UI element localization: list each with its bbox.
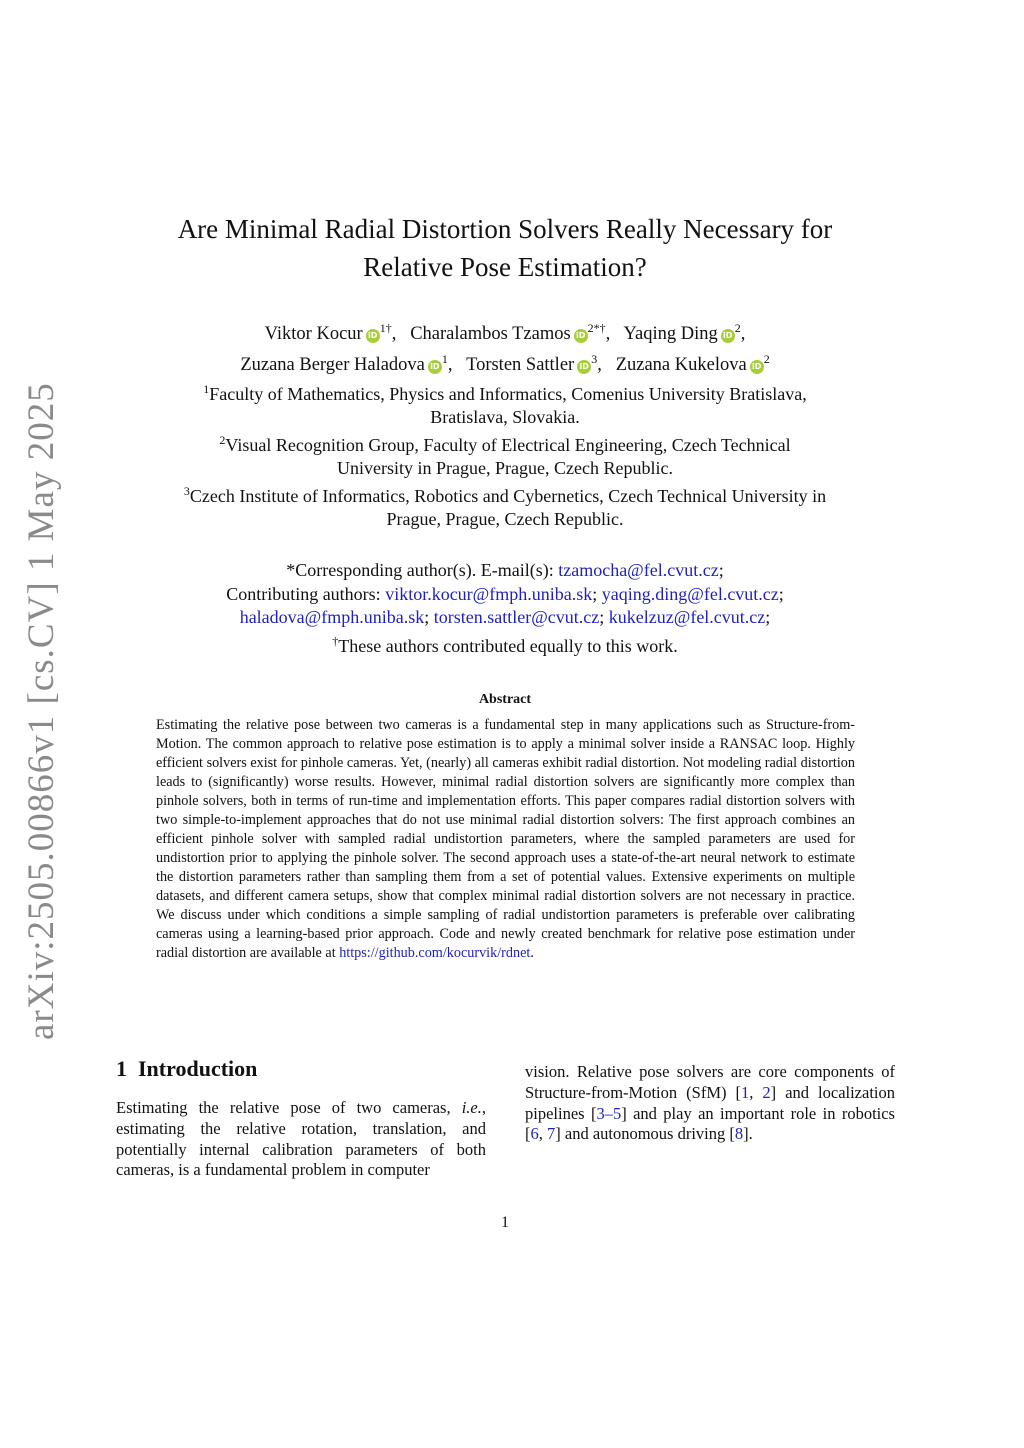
section-heading <box>116 1056 257 1082</box>
affiliation-number: 2 <box>219 433 226 447</box>
contributing-line: Contributing authors: viktor.kocur@fmph.uniba.sk; yaqing.ding@fel.cvut.cz; <box>226 583 784 604</box>
citation-link[interactable]: 1 <box>741 1082 750 1102</box>
citation-link[interactable]: 2 <box>762 1082 771 1102</box>
email-link[interactable]: viktor.kocur@fmph.uniba.sk <box>385 583 593 604</box>
affiliation-number: 1 <box>203 382 210 396</box>
citation-link[interactable]: 6 <box>530 1124 539 1144</box>
intro-text: ] and autonomous driving [ <box>555 1124 735 1144</box>
abstract-body <box>156 716 855 963</box>
corresponding-line: *Corresponding author(s). E-mail(s): tzamocha@fel.cvut.cz; <box>286 560 724 580</box>
citation-link[interactable]: 8 <box>734 1124 744 1144</box>
intro-text: ] and play an important role in robotics [ <box>525 1103 895 1144</box>
author-mark: 1 <box>441 352 448 367</box>
title-line-1: Are Minimal Radial Distortion Solvers Really Necessary for <box>177 214 833 244</box>
affiliation-text: University in Prague, Prague, Czech Republic. <box>337 458 673 478</box>
contact-block <box>120 559 890 658</box>
intro-left-column <box>116 1098 486 1181</box>
code-link[interactable]: https://github.com/kocurvik/rdnet <box>339 945 531 961</box>
intro-text: ] and localization pipelines [ <box>525 1082 895 1123</box>
citation-link[interactable]: 7 <box>547 1124 556 1144</box>
orcid-icon[interactable]: iD <box>574 329 588 343</box>
orcid-icon[interactable]: iD <box>428 360 442 374</box>
author-mark: 2 <box>734 321 741 335</box>
affiliation-number: 3 <box>183 484 190 498</box>
author-name: Viktor Kocur <box>264 324 363 345</box>
intro-text: , <box>538 1124 547 1144</box>
affiliation-text: Prague, Prague, Czech Republic. <box>386 509 624 529</box>
abstract-end: . <box>530 945 534 961</box>
arxiv-stamp: arXiv:2505.00866v1 [cs.CV] 1 May 2025 <box>21 382 62 1040</box>
affiliation-2 <box>120 429 890 480</box>
abstract-heading: Abstract <box>478 692 532 707</box>
intro-text: , <box>749 1082 763 1102</box>
author-name: Yaqing Ding <box>623 324 718 345</box>
email-link[interactable]: torsten.sattler@cvut.cz <box>433 607 600 627</box>
email-link[interactable]: yaqing.ding@fel.cvut.cz <box>601 583 779 604</box>
section-title: Introduction <box>138 1056 258 1081</box>
author-mark: 2*† <box>587 321 606 335</box>
affiliation-text: Bratislava, Slovakia. <box>430 407 580 427</box>
author-name: Zuzana Kukelova <box>615 355 747 376</box>
author-separator: , <box>391 324 397 345</box>
email-link[interactable]: tzamocha@fel.cvut.cz <box>558 560 719 580</box>
author-name: Charalambos Tzamos <box>410 324 571 345</box>
affiliation-text: Visual Recognition Group, Faculty of Electrical Engineering, Czech Technical <box>225 435 791 455</box>
orcid-icon[interactable]: iD <box>577 360 591 374</box>
author-mark: 3 <box>591 352 598 367</box>
corresponding-label: *Corresponding author(s). E-mail(s): <box>286 560 554 580</box>
contributing-line-2: haladova@fmph.uniba.sk; torsten.sattler@cvut.cz; kukelzuz@fel.cvut.cz; <box>239 607 771 627</box>
email-link[interactable]: haladova@fmph.uniba.sk <box>239 607 425 627</box>
affiliation-1 <box>120 378 890 429</box>
author-separator: , <box>740 324 746 345</box>
author-mark: 1† <box>379 321 392 335</box>
dagger-mark: † <box>332 633 339 648</box>
page-number: 1 <box>501 1214 509 1231</box>
author-line-1 <box>120 316 890 347</box>
author-list <box>120 316 890 378</box>
orcid-icon[interactable]: iD <box>366 329 380 343</box>
intro-text: , estimating the relative rotation, translation, and potentially internal calibration parameters of both cameras, is a fundamental problem in computer <box>116 1098 487 1180</box>
citation-link[interactable]: 3–5 <box>596 1103 622 1123</box>
contributing-label: Contributing authors: <box>226 583 381 604</box>
abstract-text: Estimating the relative pose between two cameras is a fundamental step in many applications such as Structure-from-Motion. The common approach to relative pose estimation is to apply a minimal solver inside a RANSAC loop. Highly efficient solvers exist for pinhole cameras. Yet, (nearly) all cameras exhibit radial distortion. Not modeling radial distortion leads to (significantly) worse results. However, minimal radial distortion solvers are significantly more complex than pinhole solvers, both in terms of run-time and implementation efforts. This paper compares radial distortion solvers with two simple-to-implement approaches that do not use minimal radial distortion solvers: The first approach combines an efficient pinhole solver with sampled radial undistortion parameters, where the sampled parameters are used for undistortion prior to applying the pinhole solver. The second approach uses a state-of-the-art neural network to estimate the distortion parameters rather than sampling them from a set of potential values. Extensive experiments on multiple datasets, and different camera setups, show that complex minimal radial distortion solvers are not necessary in practice. We discuss under which conditions a simple sampling of radial undistortion parameters is preferable over calibrating cameras using a learning-based prior approach. Code and newly created benchmark for relative pose estimation under radial distortion are available at <box>156 717 855 961</box>
intro-italic: i.e. <box>461 1098 482 1117</box>
author-separator: , <box>447 355 453 376</box>
affiliation-3 <box>120 480 890 531</box>
author-separator: , <box>605 324 611 345</box>
orcid-icon[interactable]: iD <box>750 360 764 374</box>
affiliation-text: Faculty of Mathematics, Physics and Informatics, Comenius University Bratislava, <box>209 384 807 404</box>
author-name: Zuzana Berger Haladova <box>240 355 425 376</box>
affiliations <box>120 378 890 531</box>
section-number: 1 <box>116 1056 127 1081</box>
intro-text: ]. <box>743 1124 753 1144</box>
author-separator: , <box>597 355 602 376</box>
author-mark: 2 <box>763 352 770 367</box>
paper-title <box>120 210 890 286</box>
orcid-icon[interactable]: iD <box>721 329 735 343</box>
equal-contribution-note <box>120 630 890 659</box>
intro-text: Estimating the relative pose of two cameras, <box>116 1098 451 1117</box>
author-line-2 <box>120 347 890 378</box>
author-name: Torsten Sattler <box>466 355 575 376</box>
email-link[interactable]: kukelzuz@fel.cvut.cz <box>608 607 766 627</box>
intro-text: vision. Relative pose solvers are core components of Structure-from-Motion (SfM) [ <box>525 1062 895 1102</box>
intro-right-column <box>525 1062 895 1145</box>
title-line-2: Relative Pose Estimation? <box>363 252 647 282</box>
equal-note-text: These authors contributed equally to this work. <box>338 635 678 656</box>
affiliation-text: Czech Institute of Informatics, Robotics and Cybernetics, Czech Technical University in <box>189 486 827 506</box>
